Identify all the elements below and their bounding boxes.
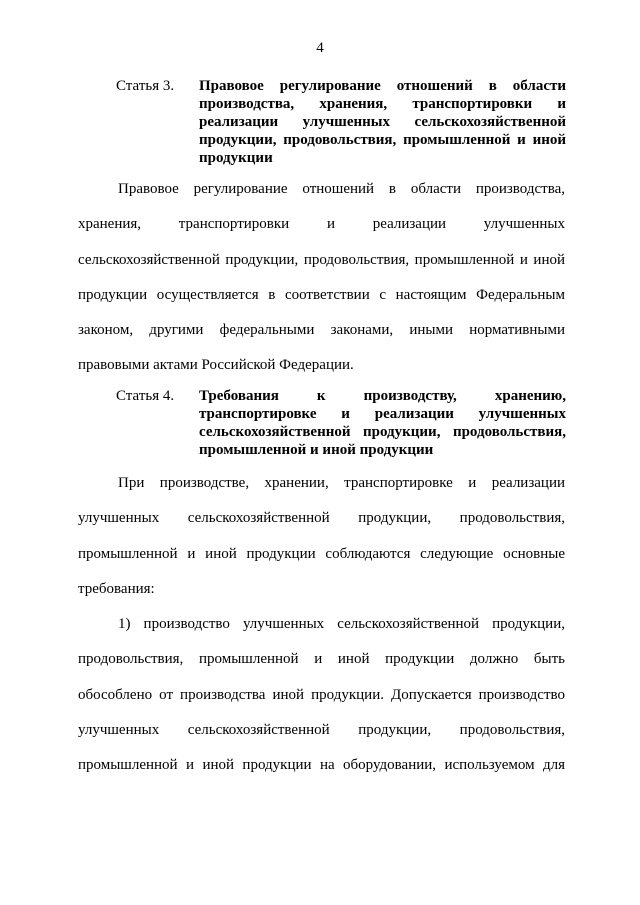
article-4-title-line: Требования к производству, хранению, bbox=[199, 388, 566, 404]
paragraph-line: 1) производство улучшенных сельскохозяйственной продукции, bbox=[118, 616, 565, 632]
paragraph-line: улучшенных сельскохозяйственной продукции, продовольствия, bbox=[78, 510, 565, 527]
paragraph-line: правовыми актами Российской Федерации. bbox=[78, 357, 354, 374]
article-4-title bbox=[199, 387, 566, 459]
paragraph-line: При производстве, хранении, транспортировке и реализации bbox=[118, 475, 565, 491]
paragraph-line: улучшенных сельскохозяйственной продукции, продовольствия, bbox=[78, 721, 565, 738]
article-3-title-line: Правовое регулирование отношений в области bbox=[199, 78, 566, 94]
paragraph-line: промышленной и иной продукции соблюдаются следующие основные bbox=[78, 545, 565, 562]
article-4-label: Статья 4. bbox=[116, 388, 175, 404]
paragraph-line: промышленной и иной продукции на оборудовании, используемом для bbox=[78, 757, 565, 774]
article-4-title-line: сельскохозяйственной продукции, продовольствия, bbox=[199, 424, 566, 440]
article-3-title-line: продукции, продовольствия, промышленной и иной bbox=[199, 132, 566, 148]
article-3-title-line: продукции bbox=[199, 150, 273, 166]
paragraph-legal-regulation bbox=[78, 172, 565, 384]
article-3-label: Статья 3. bbox=[116, 78, 175, 94]
paragraph-requirements-intro bbox=[78, 466, 565, 607]
article-4-title-line: транспортировке и реализации улучшенных bbox=[199, 406, 566, 422]
paragraph-line: продовольствия, промышленной и иной продукции должно быть bbox=[78, 651, 565, 668]
article-3-title-line: реализации улучшенных сельскохозяйственной bbox=[199, 114, 566, 130]
paragraph-line: Правовое регулирование отношений в области производства, bbox=[118, 181, 565, 197]
paragraph-line: хранения, транспортировки и реализации улучшенных bbox=[78, 216, 565, 233]
paragraph-line: обособлено от производства иной продукции. Допускается производство bbox=[78, 686, 565, 703]
paragraph-requirement-item-1 bbox=[78, 607, 565, 783]
article-4-heading bbox=[116, 387, 566, 459]
paragraph-line: сельскохозяйственной продукции, продовольствия, промышленной и иной bbox=[78, 251, 565, 268]
paragraph-line: требования: bbox=[78, 580, 155, 597]
paragraph-line: законом, другими федеральными законами, иными нормативными bbox=[78, 322, 565, 339]
article-3-title bbox=[199, 77, 566, 167]
page-number: 4 bbox=[316, 40, 324, 56]
article-4-title-line: промышленной и иной продукции bbox=[199, 442, 434, 458]
article-3-heading bbox=[116, 77, 566, 167]
article-3-title-line: производства, хранения, транспортировки и bbox=[199, 96, 566, 112]
paragraph-line: продукции осуществляется в соответствии с настоящим Федеральным bbox=[78, 286, 565, 303]
